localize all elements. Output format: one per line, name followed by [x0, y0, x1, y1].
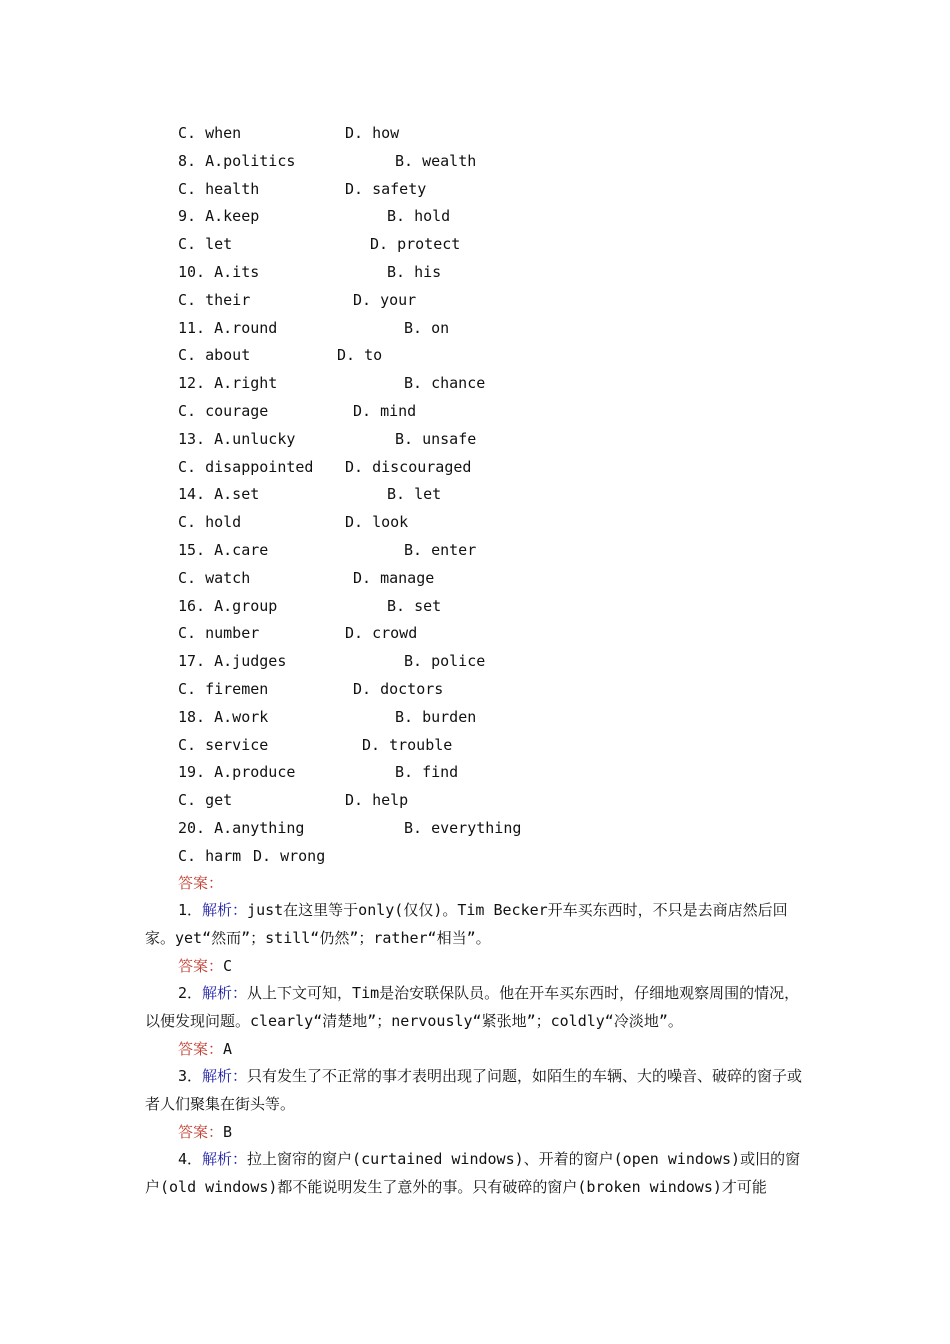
option-a: C. number	[178, 624, 260, 643]
explanation-number: 2．	[178, 984, 203, 1002]
option-b: D. wrong	[253, 846, 326, 865]
explanation-text: just在这里等于only(仅仅)。Tim Becker开车买东西时，不只是去商店然后回家。yet“然而”；still“仍然”；rather“相当”。	[145, 901, 788, 947]
explanation-label: 解析：	[202, 1067, 248, 1085]
option-b: B. his	[387, 263, 442, 281]
option-row	[0, 175, 950, 203]
option-b: B. set	[387, 596, 442, 615]
option-row	[0, 508, 950, 536]
explanation-label: 解析：	[202, 901, 248, 919]
answer-label: 答案：	[178, 1040, 224, 1058]
option-b: D. discouraged	[345, 457, 472, 476]
option-row	[0, 202, 950, 230]
option-b: B. chance	[404, 374, 486, 393]
option-row	[0, 147, 950, 175]
option-b: D. manage	[353, 568, 435, 587]
option-row	[0, 341, 950, 369]
answer-2	[178, 1035, 232, 1063]
option-row	[0, 842, 950, 870]
option-a: 14. A.set	[178, 485, 260, 504]
option-b: D. help	[345, 791, 409, 810]
option-row	[0, 286, 950, 314]
option-a: C. get	[178, 791, 233, 810]
answer-label: 答案：	[178, 957, 224, 975]
option-a: C. service	[178, 735, 269, 754]
explanation-text: 从上下文可知，Tim是治安联保队员。他在开车买东西时，仔细地观察周围的情况，以便发现问题。clearly“清楚地”；nervously“紧张地”；coldly“冷淡地”。	[145, 984, 800, 1030]
explanation-number: 4．	[178, 1150, 203, 1168]
option-row	[0, 786, 950, 814]
answer-value: B	[223, 1123, 233, 1141]
option-a: 20. A.anything	[178, 819, 305, 837]
option-b: B. everything	[404, 819, 522, 837]
option-a: C. disappointed	[178, 457, 314, 476]
option-b: B. find	[395, 763, 459, 782]
option-b: B. unsafe	[395, 429, 477, 448]
explanation-3	[145, 1063, 807, 1119]
explanation-label: 解析：	[202, 1150, 248, 1168]
answer-3	[178, 1118, 232, 1146]
explanation-number: 3．	[178, 1067, 203, 1085]
option-b: D. to	[337, 346, 383, 365]
option-a: 17. A.judges	[178, 652, 287, 671]
explanation-number: 1．	[178, 901, 203, 919]
option-row	[0, 397, 950, 425]
option-a: C. courage	[178, 402, 269, 420]
option-b: B. police	[404, 652, 486, 671]
option-row	[0, 425, 950, 453]
explanation-2	[145, 980, 807, 1036]
option-row	[0, 592, 950, 620]
option-b: B. hold	[387, 207, 451, 226]
option-b: D. trouble	[362, 735, 453, 754]
answers-heading: 答案：	[178, 874, 224, 892]
option-a: 16. A.group	[178, 596, 278, 615]
option-row	[0, 258, 950, 286]
explanation-text: 只有发生了不正常的事才表明出现了问题，如陌生的车辆、大的噪音、破碎的窗子或者人们聚集在街头等。	[145, 1067, 803, 1113]
option-a: 13. A.unlucky	[178, 429, 296, 448]
option-a: 10. A.its	[178, 263, 260, 281]
option-a: 9. A.keep	[178, 207, 260, 226]
option-b: D. crowd	[345, 624, 418, 643]
explanation-text: 拉上窗帘的窗户(curtained windows)、开着的窗户(open windows)或旧的窗户(old windows)都不能说明发生了意外的事。只有破碎的窗户(broken windows)才可能	[145, 1150, 801, 1196]
option-b: B. enter	[404, 541, 477, 559]
option-b: D. doctors	[353, 680, 444, 698]
option-b: D. protect	[370, 235, 461, 254]
option-row	[0, 647, 950, 675]
option-a: 8. A.politics	[178, 151, 296, 170]
explanation-label: 解析：	[202, 984, 248, 1002]
option-row	[0, 703, 950, 731]
option-row	[0, 119, 950, 147]
answer-value: A	[223, 1040, 233, 1058]
option-b: D. look	[345, 513, 409, 532]
option-a: C. about	[178, 346, 251, 365]
option-row	[0, 758, 950, 786]
option-a: C. harm	[178, 846, 242, 865]
answer-1	[178, 952, 232, 980]
option-b: D. your	[353, 290, 417, 309]
option-row	[0, 619, 950, 647]
option-row	[0, 814, 950, 842]
option-a: C. hold	[178, 513, 242, 532]
option-b: B. wealth	[395, 151, 477, 170]
option-a: C. their	[178, 290, 251, 309]
option-b: D. how	[345, 124, 400, 142]
option-row	[0, 564, 950, 592]
option-a: 12. A.right	[178, 374, 278, 393]
explanation-1	[145, 897, 807, 953]
answer-value: C	[223, 957, 233, 975]
option-a: C. health	[178, 179, 260, 198]
option-b: B. on	[404, 318, 450, 337]
option-row	[0, 314, 950, 342]
option-b: D. safety	[345, 179, 427, 198]
option-a: 15. A.care	[178, 541, 269, 559]
option-row	[0, 675, 950, 703]
option-row	[0, 480, 950, 508]
option-a: C. let	[178, 235, 233, 254]
explanation-4	[145, 1146, 807, 1202]
option-a: 11. A.round	[178, 318, 278, 337]
option-b: D. mind	[353, 402, 417, 420]
option-row	[0, 453, 950, 481]
option-b: B. let	[387, 485, 442, 504]
option-a: 18. A.work	[178, 707, 269, 726]
option-a: C. watch	[178, 568, 251, 587]
option-row	[0, 536, 950, 564]
option-row	[0, 230, 950, 258]
option-row	[0, 369, 950, 397]
option-row	[0, 731, 950, 759]
option-a: 19. A.produce	[178, 763, 296, 782]
option-a: C. firemen	[178, 680, 269, 698]
option-a: C. when	[178, 124, 242, 142]
answer-label: 答案：	[178, 1123, 224, 1141]
option-b: B. burden	[395, 707, 477, 726]
